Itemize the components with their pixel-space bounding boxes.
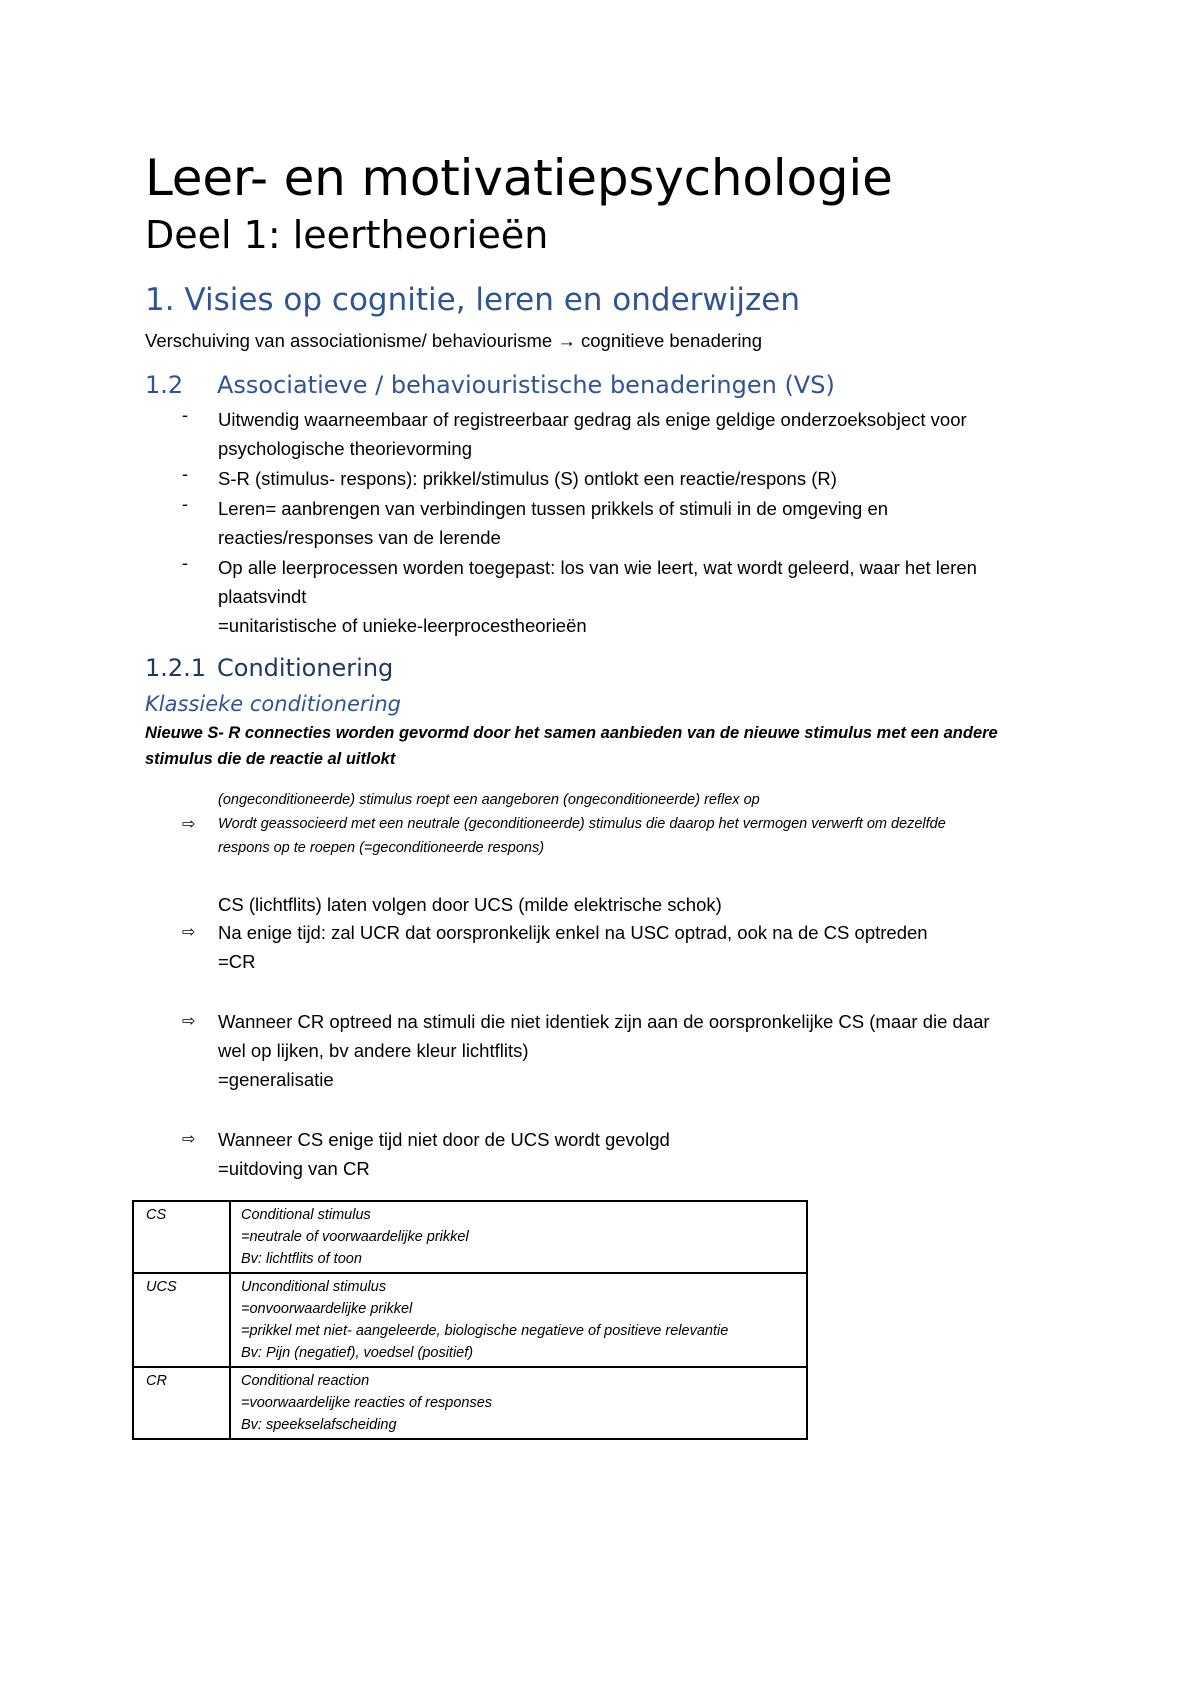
- association-note: [218, 812, 946, 860]
- arrow-item: [218, 1125, 670, 1183]
- heading-1-2: [145, 369, 835, 401]
- arrow-icon: ⇨: [182, 814, 196, 833]
- table-row: [133, 1273, 807, 1367]
- table-value-cell: [230, 1273, 807, 1367]
- intro-paragraph: Verschuiving van associationisme/ behaviourisme → cognitieve benadering: [145, 330, 763, 351]
- heading-number: 1.2: [145, 371, 184, 399]
- arrow-item-line: Wanneer CS enige tijd niet door de UCS wordt gevolgd: [218, 1129, 670, 1150]
- list-item-line: Uitwendig waarneembaar of registreerbaar gedrag als enige geldige onderzoeksobject voor: [218, 409, 967, 430]
- arrow-item-line: =generalisatie: [218, 1069, 334, 1090]
- list-item-line: Leren= aanbrengen van verbindingen tussen prikkels of stimuli in de omgeving en: [218, 498, 889, 519]
- definition-line: Nieuwe S- R connecties worden gevormd door het samen aanbieden van de nieuwe stimulus met een andere: [145, 724, 998, 742]
- table-cell-line: Conditional reaction: [241, 1373, 370, 1389]
- table-cell-line: =prikkel met niet- aangeleerde, biologische negatieve of positieve relevantie: [241, 1323, 729, 1339]
- bullet-dash: -: [182, 553, 188, 573]
- list-item: [218, 494, 888, 552]
- note-line: respons op te roepen (=geconditioneerde respons): [218, 840, 545, 856]
- table-cell-line: Bv: lichtflits of toon: [241, 1251, 362, 1267]
- list-item: [218, 464, 837, 493]
- table-row: [133, 1201, 807, 1273]
- reflex-note: (ongeconditioneerde) stimulus roept een aangeboren (ongeconditioneerde) reflex op: [218, 792, 760, 808]
- arrow-item-line: =uitdoving van CR: [218, 1158, 370, 1179]
- heading-klassieke-conditionering: Klassieke conditionering: [145, 692, 401, 716]
- definitions-table: [132, 1200, 808, 1440]
- arrow-item-line: Wanneer CR optreed na stimuli die niet identiek zijn aan de oorspronkelijke CS (maar die daar: [218, 1011, 990, 1032]
- table-cell-line: Bv: Pijn (negatief), voedsel (positief): [241, 1345, 474, 1361]
- definition-paragraph: [145, 720, 998, 772]
- arrow-icon: ⇨: [182, 922, 196, 941]
- heading-text: Conditionering: [217, 654, 394, 682]
- document-subtitle: Deel 1: leertheorieën: [145, 213, 549, 257]
- arrow-icon: ⇨: [182, 1129, 196, 1148]
- note-line: Wordt geassocieerd met een neutrale (geconditioneerde) stimulus die daarop het vermogen verwerft om dezelfde: [218, 816, 946, 832]
- table-row: [133, 1367, 807, 1439]
- heading-1: 1. Visies op cognitie, leren en onderwijzen: [145, 282, 800, 318]
- table-key-cell: UCS: [133, 1273, 230, 1367]
- list-item-line: psychologische theorievorming: [218, 438, 472, 459]
- definition-line: stimulus die de reactie al uitlokt: [145, 750, 396, 768]
- table-value-cell: [230, 1367, 807, 1439]
- list-item: [218, 405, 967, 463]
- list-item-line: plaatsvindt: [218, 586, 307, 607]
- table-cell-line: =neutrale of voorwaardelijke prikkel: [241, 1229, 469, 1245]
- list-item-line: =unitaristische of unieke-leerprocestheorieën: [218, 615, 587, 636]
- table-cell-line: Unconditional stimulus: [241, 1279, 387, 1295]
- arrow-icon: ⇨: [182, 1011, 196, 1030]
- arrow-item: [218, 1007, 990, 1094]
- table-cell-line: Conditional stimulus: [241, 1207, 371, 1223]
- heading-1-2-1: [145, 652, 393, 684]
- heading-text: Associatieve / behaviouristische benaderingen (VS): [217, 371, 835, 399]
- arrow-item: [218, 918, 928, 976]
- document-title: Leer- en motivatiepsychologie: [145, 149, 893, 207]
- cs-paragraph: CS (lichtflits) laten volgen door UCS (milde elektrische schok): [218, 894, 722, 915]
- table-value-cell: [230, 1201, 807, 1273]
- list-item-line: reacties/responses van de lerende: [218, 527, 501, 548]
- arrow-item-line: wel op lijken, bv andere kleur lichtflits): [218, 1040, 529, 1061]
- list-item-line: S-R (stimulus- respons): prikkel/stimulus (S) ontlokt een reactie/respons (R): [218, 468, 837, 489]
- list-item: [218, 553, 977, 640]
- bullet-dash: -: [182, 464, 188, 484]
- table-key-cell: CS: [133, 1201, 230, 1273]
- table-cell-line: =onvoorwaardelijke prikkel: [241, 1301, 413, 1317]
- heading-number: 1.2.1: [145, 654, 207, 682]
- table-cell-line: Bv: speekselafscheiding: [241, 1417, 397, 1433]
- bullet-dash: -: [182, 494, 188, 514]
- list-item-line: Op alle leerprocessen worden toegepast: los van wie leert, wat wordt geleerd, waar het leren: [218, 557, 977, 578]
- arrow-item-line: =CR: [218, 951, 256, 972]
- bullet-dash: -: [182, 405, 188, 425]
- arrow-item-line: Na enige tijd: zal UCR dat oorspronkelijk enkel na USC optrad, ook na de CS optreden: [218, 922, 928, 943]
- table-key-cell: CR: [133, 1367, 230, 1439]
- table-cell-line: =voorwaardelijke reacties of responses: [241, 1395, 493, 1411]
